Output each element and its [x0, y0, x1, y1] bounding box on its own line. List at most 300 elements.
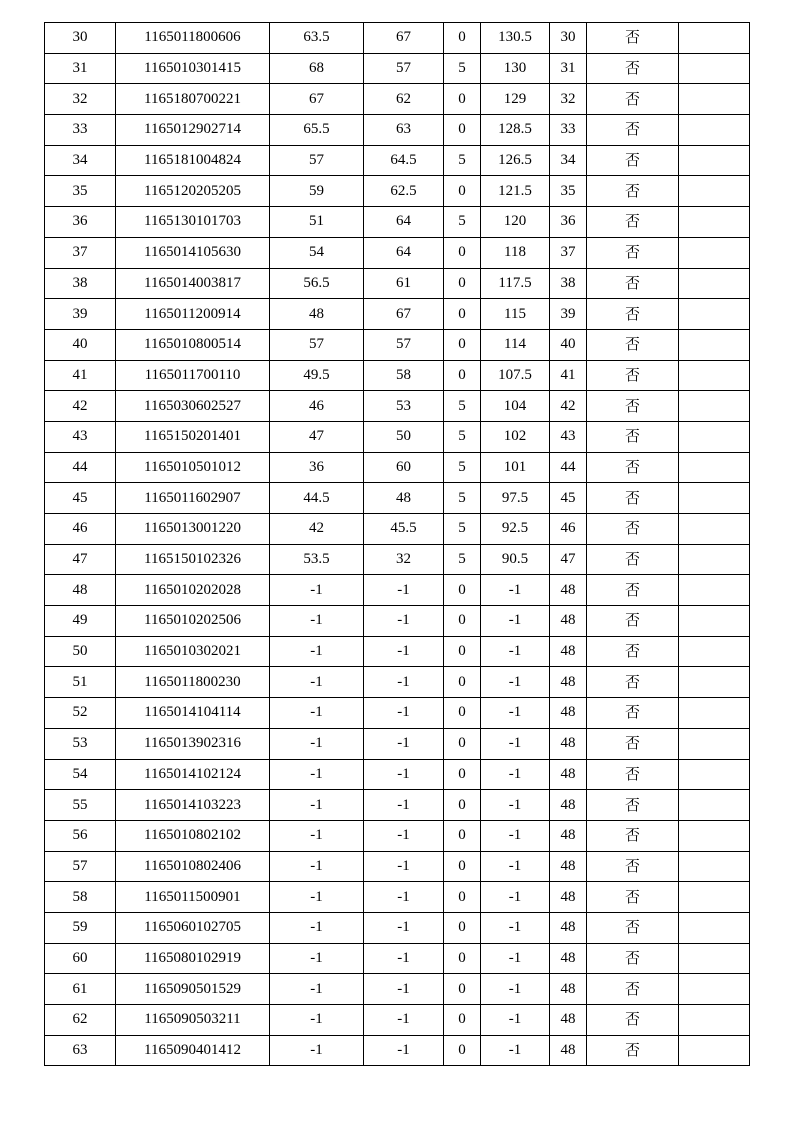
position-cell: 48	[550, 759, 587, 790]
exam-id-cell: 1165090503211	[116, 1005, 270, 1036]
score-a-cell: -1	[270, 698, 364, 729]
total-cell: 101	[481, 452, 550, 483]
total-cell: 126.5	[481, 145, 550, 176]
total-cell: 92.5	[481, 514, 550, 545]
table-row	[45, 53, 750, 84]
total-cell: -1	[481, 606, 550, 637]
total-cell: 130	[481, 53, 550, 84]
position-cell: 35	[550, 176, 587, 207]
rank-cell: 61	[45, 974, 116, 1005]
table-row	[45, 360, 750, 391]
rank-cell: 39	[45, 299, 116, 330]
exam-id-cell: 1165013001220	[116, 514, 270, 545]
total-cell: -1	[481, 759, 550, 790]
score-a-cell: -1	[270, 851, 364, 882]
score-b-cell: 67	[364, 23, 444, 54]
score-b-cell: -1	[364, 575, 444, 606]
remark-cell	[679, 360, 750, 391]
table-row	[45, 145, 750, 176]
status-cell: 否	[587, 728, 679, 759]
total-cell: -1	[481, 882, 550, 913]
bonus-cell: 5	[444, 544, 481, 575]
bonus-cell: 0	[444, 882, 481, 913]
position-cell: 48	[550, 667, 587, 698]
table-row	[45, 636, 750, 667]
position-cell: 41	[550, 360, 587, 391]
rank-cell: 53	[45, 728, 116, 759]
score-a-cell: -1	[270, 790, 364, 821]
status-cell: 否	[587, 790, 679, 821]
score-a-cell: 57	[270, 145, 364, 176]
remark-cell	[679, 882, 750, 913]
rank-cell: 35	[45, 176, 116, 207]
table-row	[45, 728, 750, 759]
status-cell: 否	[587, 483, 679, 514]
score-a-cell: 44.5	[270, 483, 364, 514]
rank-cell: 62	[45, 1005, 116, 1036]
exam-id-cell: 1165090501529	[116, 974, 270, 1005]
score-a-cell: -1	[270, 636, 364, 667]
table-row	[45, 299, 750, 330]
total-cell: 128.5	[481, 115, 550, 146]
position-cell: 33	[550, 115, 587, 146]
score-b-cell: -1	[364, 698, 444, 729]
score-a-cell: -1	[270, 943, 364, 974]
remark-cell	[679, 790, 750, 821]
score-a-cell: -1	[270, 728, 364, 759]
score-b-cell: 64	[364, 207, 444, 238]
score-b-cell: -1	[364, 943, 444, 974]
bonus-cell: 0	[444, 974, 481, 1005]
bonus-cell: 0	[444, 268, 481, 299]
score-b-cell: 64	[364, 237, 444, 268]
remark-cell	[679, 483, 750, 514]
status-cell: 否	[587, 176, 679, 207]
table-row	[45, 329, 750, 360]
bonus-cell: 0	[444, 943, 481, 974]
position-cell: 48	[550, 943, 587, 974]
status-cell: 否	[587, 974, 679, 1005]
score-a-cell: 68	[270, 53, 364, 84]
table-row	[45, 268, 750, 299]
exam-id-cell: 1165010802102	[116, 820, 270, 851]
exam-id-cell: 1165014003817	[116, 268, 270, 299]
score-table	[44, 22, 750, 1066]
remark-cell	[679, 759, 750, 790]
score-b-cell: -1	[364, 851, 444, 882]
bonus-cell: 0	[444, 237, 481, 268]
total-cell: -1	[481, 698, 550, 729]
total-cell: 115	[481, 299, 550, 330]
remark-cell	[679, 299, 750, 330]
remark-cell	[679, 606, 750, 637]
score-a-cell: -1	[270, 1035, 364, 1066]
status-cell: 否	[587, 84, 679, 115]
rank-cell: 47	[45, 544, 116, 575]
rank-cell: 45	[45, 483, 116, 514]
score-a-cell: -1	[270, 820, 364, 851]
bonus-cell: 0	[444, 759, 481, 790]
rank-cell: 30	[45, 23, 116, 54]
score-b-cell: 63	[364, 115, 444, 146]
score-b-cell: -1	[364, 790, 444, 821]
exam-id-cell: 1165010202028	[116, 575, 270, 606]
remark-cell	[679, 943, 750, 974]
score-a-cell: 65.5	[270, 115, 364, 146]
exam-id-cell: 1165010202506	[116, 606, 270, 637]
bonus-cell: 5	[444, 207, 481, 238]
position-cell: 48	[550, 575, 587, 606]
bonus-cell: 0	[444, 912, 481, 943]
table-row	[45, 667, 750, 698]
rank-cell: 60	[45, 943, 116, 974]
bonus-cell: 5	[444, 145, 481, 176]
table-row	[45, 23, 750, 54]
score-b-cell: -1	[364, 759, 444, 790]
position-cell: 36	[550, 207, 587, 238]
score-b-cell: -1	[364, 1005, 444, 1036]
remark-cell	[679, 820, 750, 851]
exam-id-cell: 1165014105630	[116, 237, 270, 268]
position-cell: 42	[550, 391, 587, 422]
total-cell: 129	[481, 84, 550, 115]
score-a-cell: 47	[270, 421, 364, 452]
rank-cell: 52	[45, 698, 116, 729]
table-row	[45, 851, 750, 882]
score-a-cell: 42	[270, 514, 364, 545]
bonus-cell: 5	[444, 391, 481, 422]
rank-cell: 54	[45, 759, 116, 790]
exam-id-cell: 1165013902316	[116, 728, 270, 759]
rank-cell: 57	[45, 851, 116, 882]
score-b-cell: 62	[364, 84, 444, 115]
score-b-cell: -1	[364, 728, 444, 759]
bonus-cell: 0	[444, 851, 481, 882]
total-cell: 130.5	[481, 23, 550, 54]
exam-id-cell: 1165014102124	[116, 759, 270, 790]
table-row	[45, 882, 750, 913]
score-a-cell: 46	[270, 391, 364, 422]
position-cell: 48	[550, 606, 587, 637]
score-a-cell: -1	[270, 974, 364, 1005]
table-body	[45, 23, 750, 1066]
position-cell: 48	[550, 790, 587, 821]
status-cell: 否	[587, 207, 679, 238]
remark-cell	[679, 1035, 750, 1066]
bonus-cell: 5	[444, 53, 481, 84]
score-b-cell: -1	[364, 882, 444, 913]
position-cell: 30	[550, 23, 587, 54]
score-a-cell: -1	[270, 575, 364, 606]
remark-cell	[679, 728, 750, 759]
remark-cell	[679, 207, 750, 238]
score-a-cell: 54	[270, 237, 364, 268]
score-b-cell: 58	[364, 360, 444, 391]
score-b-cell: -1	[364, 606, 444, 637]
position-cell: 47	[550, 544, 587, 575]
table-row	[45, 912, 750, 943]
total-cell: 107.5	[481, 360, 550, 391]
score-b-cell: 48	[364, 483, 444, 514]
rank-cell: 33	[45, 115, 116, 146]
exam-id-cell: 1165011800230	[116, 667, 270, 698]
total-cell: -1	[481, 1035, 550, 1066]
score-a-cell: 51	[270, 207, 364, 238]
total-cell: -1	[481, 728, 550, 759]
position-cell: 48	[550, 698, 587, 729]
remark-cell	[679, 391, 750, 422]
rank-cell: 56	[45, 820, 116, 851]
table-row	[45, 84, 750, 115]
exam-id-cell: 1165010802406	[116, 851, 270, 882]
exam-id-cell: 1165012902714	[116, 115, 270, 146]
status-cell: 否	[587, 912, 679, 943]
bonus-cell: 5	[444, 421, 481, 452]
score-b-cell: -1	[364, 667, 444, 698]
position-cell: 38	[550, 268, 587, 299]
status-cell: 否	[587, 115, 679, 146]
score-a-cell: -1	[270, 1005, 364, 1036]
exam-id-cell: 1165180700221	[116, 84, 270, 115]
score-a-cell: 63.5	[270, 23, 364, 54]
bonus-cell: 0	[444, 667, 481, 698]
remark-cell	[679, 237, 750, 268]
total-cell: -1	[481, 912, 550, 943]
exam-id-cell: 1165014104114	[116, 698, 270, 729]
table-row	[45, 176, 750, 207]
score-b-cell: -1	[364, 974, 444, 1005]
bonus-cell: 0	[444, 820, 481, 851]
score-b-cell: 45.5	[364, 514, 444, 545]
status-cell: 否	[587, 329, 679, 360]
position-cell: 46	[550, 514, 587, 545]
status-cell: 否	[587, 667, 679, 698]
score-b-cell: 67	[364, 299, 444, 330]
position-cell: 48	[550, 728, 587, 759]
status-cell: 否	[587, 820, 679, 851]
score-b-cell: 62.5	[364, 176, 444, 207]
bonus-cell: 0	[444, 115, 481, 146]
bonus-cell: 5	[444, 452, 481, 483]
rank-cell: 43	[45, 421, 116, 452]
rank-cell: 58	[45, 882, 116, 913]
status-cell: 否	[587, 882, 679, 913]
exam-id-cell: 1165011602907	[116, 483, 270, 514]
rank-cell: 55	[45, 790, 116, 821]
remark-cell	[679, 544, 750, 575]
position-cell: 48	[550, 636, 587, 667]
exam-id-cell: 1165150102326	[116, 544, 270, 575]
score-a-cell: 59	[270, 176, 364, 207]
score-a-cell: 67	[270, 84, 364, 115]
status-cell: 否	[587, 575, 679, 606]
rank-cell: 37	[45, 237, 116, 268]
bonus-cell: 0	[444, 698, 481, 729]
table-row	[45, 759, 750, 790]
exam-id-cell: 1165011200914	[116, 299, 270, 330]
bonus-cell: 0	[444, 1035, 481, 1066]
table-row	[45, 421, 750, 452]
total-cell: 104	[481, 391, 550, 422]
remark-cell	[679, 421, 750, 452]
exam-id-cell: 1165060102705	[116, 912, 270, 943]
table-row	[45, 115, 750, 146]
table-row	[45, 1035, 750, 1066]
position-cell: 40	[550, 329, 587, 360]
bonus-cell: 0	[444, 329, 481, 360]
exam-id-cell: 1165010301415	[116, 53, 270, 84]
score-a-cell: 36	[270, 452, 364, 483]
table-row	[45, 544, 750, 575]
remark-cell	[679, 145, 750, 176]
status-cell: 否	[587, 514, 679, 545]
position-cell: 48	[550, 912, 587, 943]
bonus-cell: 0	[444, 84, 481, 115]
exam-id-cell: 1165130101703	[116, 207, 270, 238]
total-cell: -1	[481, 636, 550, 667]
position-cell: 34	[550, 145, 587, 176]
remark-cell	[679, 974, 750, 1005]
position-cell: 48	[550, 974, 587, 1005]
bonus-cell: 0	[444, 299, 481, 330]
position-cell: 48	[550, 1035, 587, 1066]
table-row	[45, 207, 750, 238]
rank-cell: 41	[45, 360, 116, 391]
table-row	[45, 391, 750, 422]
status-cell: 否	[587, 421, 679, 452]
position-cell: 43	[550, 421, 587, 452]
rank-cell: 32	[45, 84, 116, 115]
bonus-cell: 0	[444, 606, 481, 637]
score-a-cell: -1	[270, 759, 364, 790]
score-b-cell: -1	[364, 820, 444, 851]
status-cell: 否	[587, 23, 679, 54]
score-b-cell: -1	[364, 1035, 444, 1066]
remark-cell	[679, 329, 750, 360]
position-cell: 39	[550, 299, 587, 330]
position-cell: 31	[550, 53, 587, 84]
rank-cell: 40	[45, 329, 116, 360]
table-row	[45, 452, 750, 483]
total-cell: -1	[481, 575, 550, 606]
score-b-cell: 60	[364, 452, 444, 483]
table-row	[45, 943, 750, 974]
exam-id-cell: 1165010302021	[116, 636, 270, 667]
exam-id-cell: 1165090401412	[116, 1035, 270, 1066]
rank-cell: 38	[45, 268, 116, 299]
exam-id-cell: 1165181004824	[116, 145, 270, 176]
exam-id-cell: 1165030602527	[116, 391, 270, 422]
exam-id-cell: 1165014103223	[116, 790, 270, 821]
total-cell: 114	[481, 329, 550, 360]
score-a-cell: -1	[270, 882, 364, 913]
exam-id-cell: 1165011800606	[116, 23, 270, 54]
status-cell: 否	[587, 943, 679, 974]
score-a-cell: 57	[270, 329, 364, 360]
table-row	[45, 974, 750, 1005]
status-cell: 否	[587, 636, 679, 667]
remark-cell	[679, 115, 750, 146]
rank-cell: 42	[45, 391, 116, 422]
rank-cell: 48	[45, 575, 116, 606]
remark-cell	[679, 53, 750, 84]
table-row	[45, 575, 750, 606]
status-cell: 否	[587, 759, 679, 790]
score-a-cell: 49.5	[270, 360, 364, 391]
rank-cell: 44	[45, 452, 116, 483]
total-cell: 118	[481, 237, 550, 268]
exam-id-cell: 1165150201401	[116, 421, 270, 452]
table-row	[45, 237, 750, 268]
remark-cell	[679, 268, 750, 299]
score-a-cell: 56.5	[270, 268, 364, 299]
exam-id-cell: 1165010501012	[116, 452, 270, 483]
remark-cell	[679, 514, 750, 545]
total-cell: -1	[481, 1005, 550, 1036]
score-b-cell: 50	[364, 421, 444, 452]
total-cell: 97.5	[481, 483, 550, 514]
bonus-cell: 0	[444, 23, 481, 54]
total-cell: -1	[481, 820, 550, 851]
status-cell: 否	[587, 299, 679, 330]
remark-cell	[679, 1005, 750, 1036]
score-a-cell: 48	[270, 299, 364, 330]
status-cell: 否	[587, 606, 679, 637]
table-row	[45, 514, 750, 545]
exam-id-cell: 1165011700110	[116, 360, 270, 391]
status-cell: 否	[587, 1005, 679, 1036]
bonus-cell: 0	[444, 728, 481, 759]
total-cell: 120	[481, 207, 550, 238]
score-a-cell: -1	[270, 606, 364, 637]
score-b-cell: 64.5	[364, 145, 444, 176]
status-cell: 否	[587, 1035, 679, 1066]
remark-cell	[679, 452, 750, 483]
remark-cell	[679, 23, 750, 54]
status-cell: 否	[587, 268, 679, 299]
total-cell: -1	[481, 667, 550, 698]
status-cell: 否	[587, 698, 679, 729]
table-row	[45, 790, 750, 821]
rank-cell: 46	[45, 514, 116, 545]
remark-cell	[679, 84, 750, 115]
table-row	[45, 1005, 750, 1036]
score-b-cell: 53	[364, 391, 444, 422]
position-cell: 48	[550, 1005, 587, 1036]
status-cell: 否	[587, 53, 679, 84]
position-cell: 44	[550, 452, 587, 483]
bonus-cell: 5	[444, 514, 481, 545]
score-b-cell: -1	[364, 912, 444, 943]
remark-cell	[679, 667, 750, 698]
rank-cell: 59	[45, 912, 116, 943]
position-cell: 48	[550, 820, 587, 851]
remark-cell	[679, 575, 750, 606]
remark-cell	[679, 851, 750, 882]
total-cell: 90.5	[481, 544, 550, 575]
bonus-cell: 0	[444, 575, 481, 606]
rank-cell: 50	[45, 636, 116, 667]
rank-cell: 36	[45, 207, 116, 238]
status-cell: 否	[587, 544, 679, 575]
total-cell: -1	[481, 943, 550, 974]
table-row	[45, 606, 750, 637]
remark-cell	[679, 636, 750, 667]
total-cell: 102	[481, 421, 550, 452]
status-cell: 否	[587, 145, 679, 176]
score-b-cell: 32	[364, 544, 444, 575]
rank-cell: 51	[45, 667, 116, 698]
